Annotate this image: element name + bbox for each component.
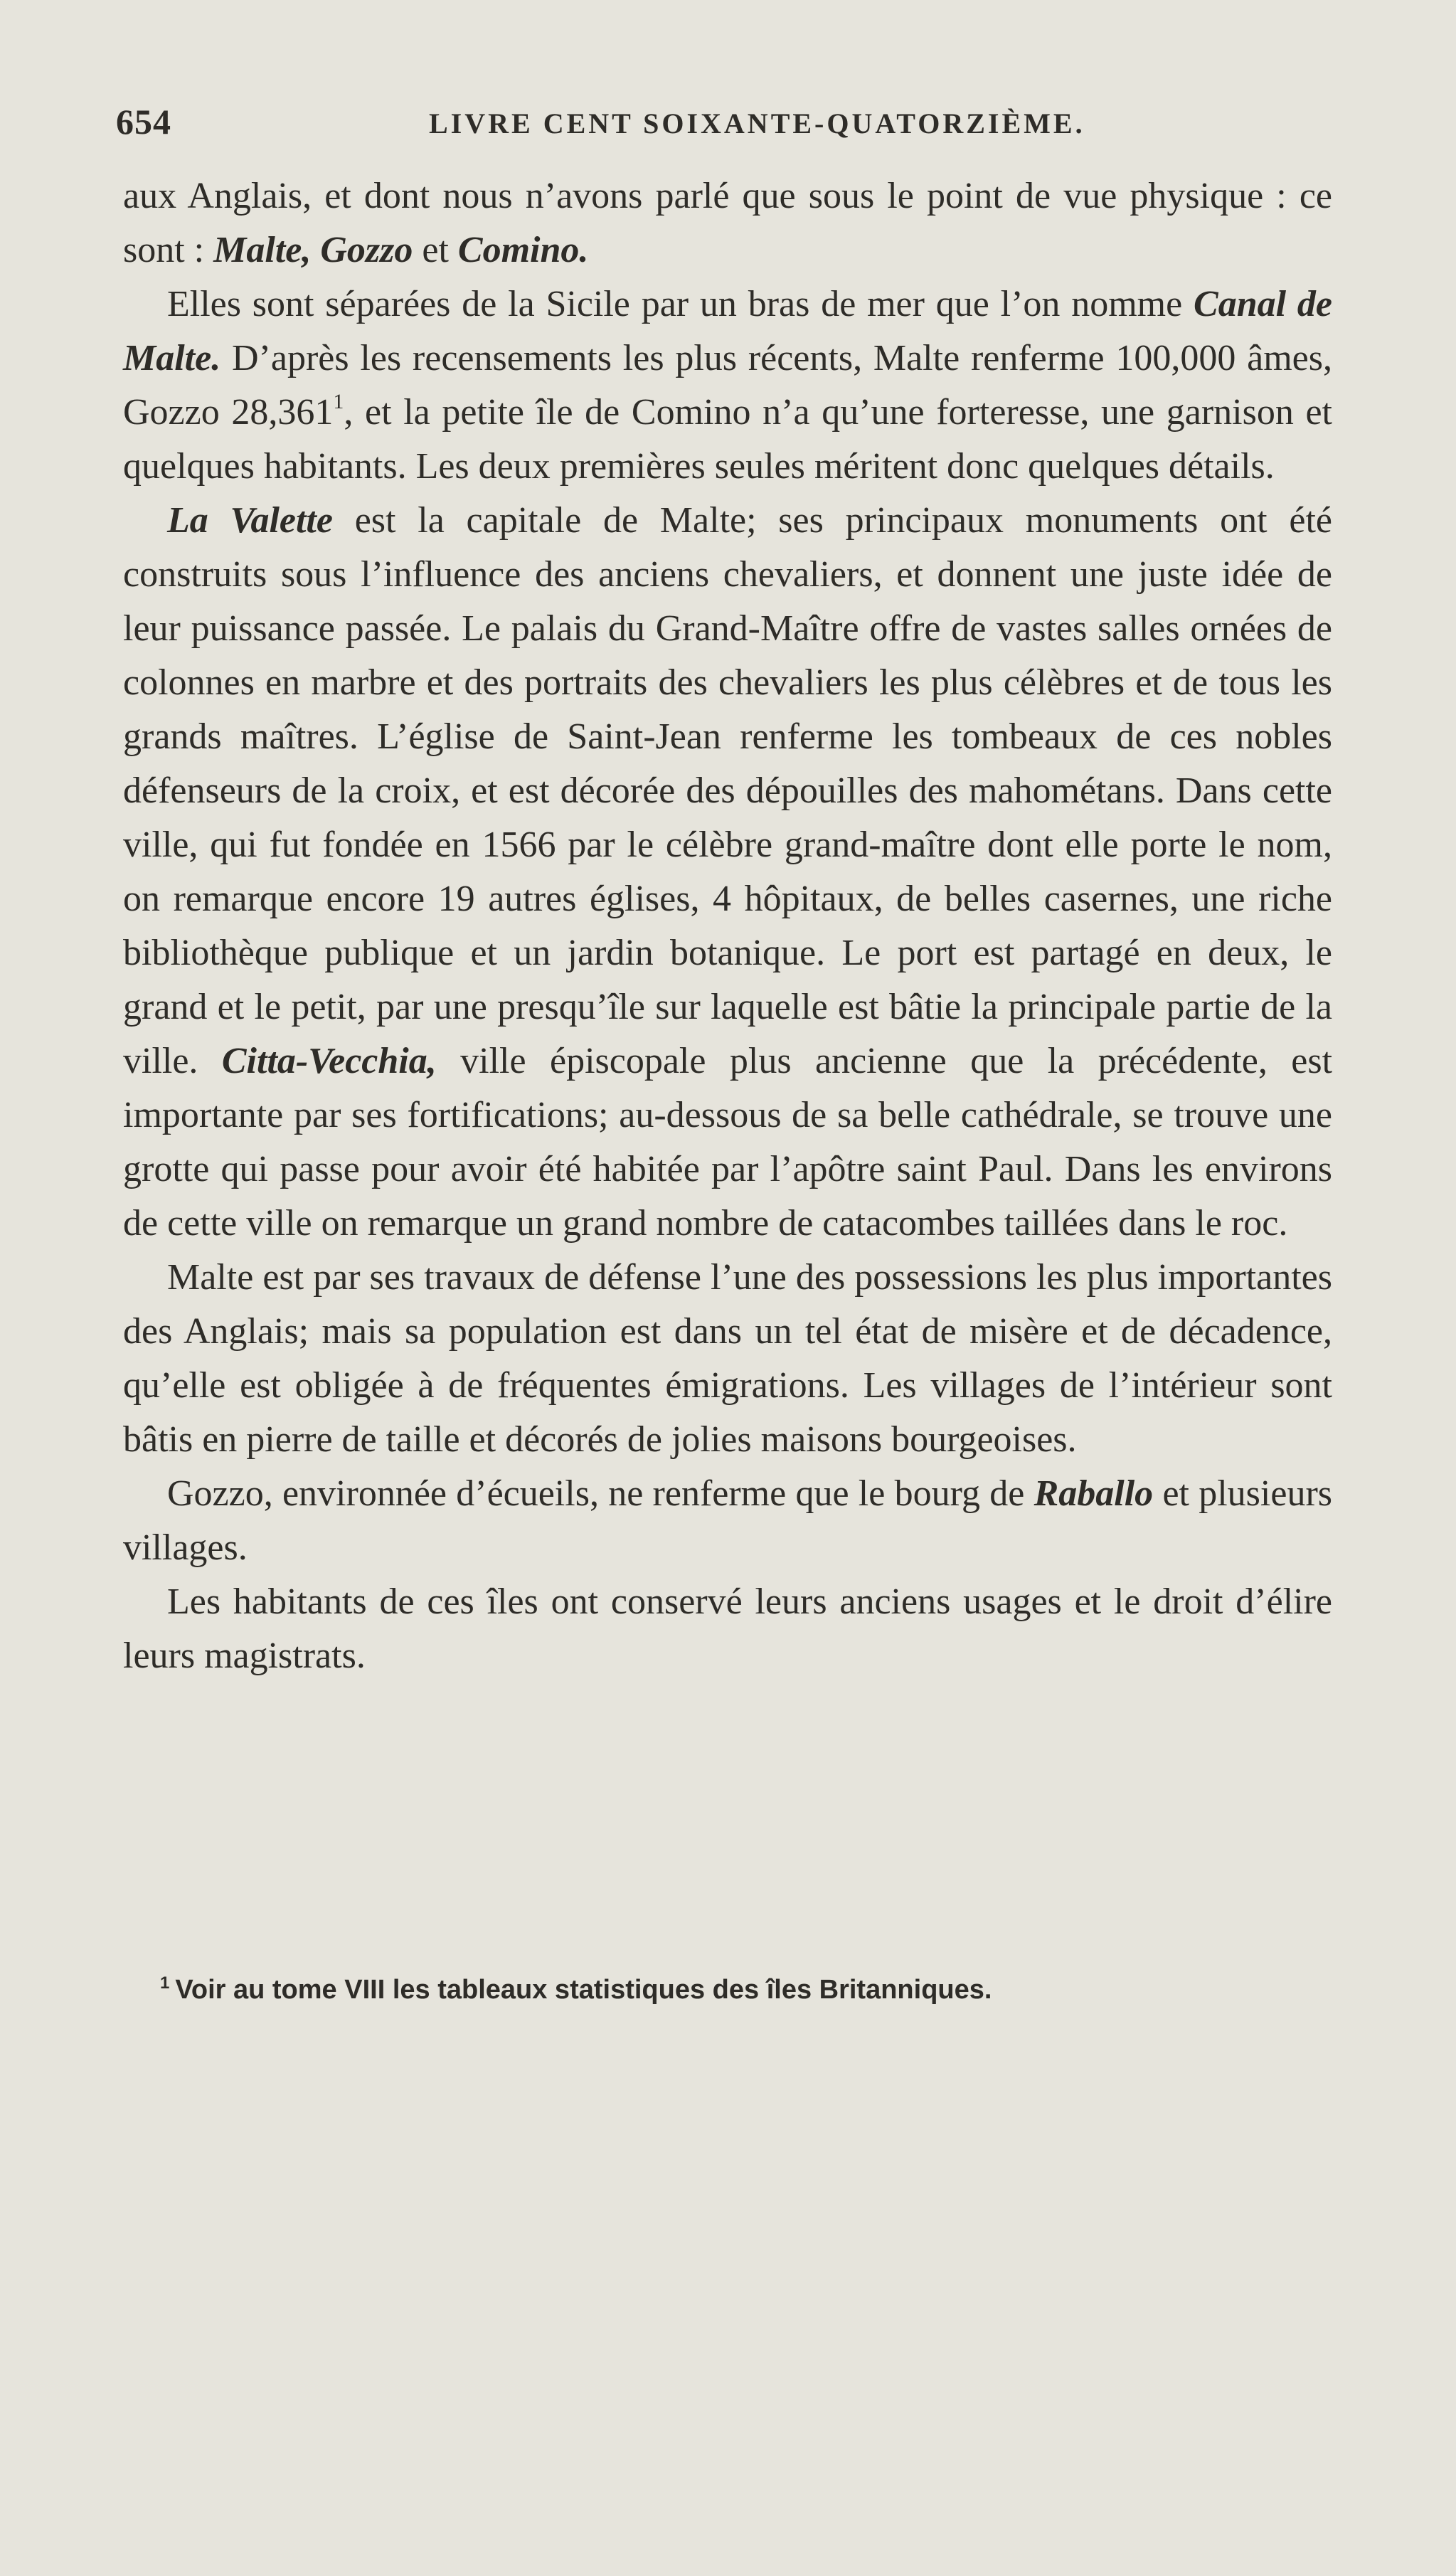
place-name: Comino. [457,230,589,270]
paragraph [123,277,1332,494]
text-segment: Elles sont séparées de la Sicile par un bras de mer que l’on nomme [167,284,1194,324]
footnote-marker: 1 [160,1973,170,1993]
running-title: LIVRE CENT SOIXANTE-QUATORZIÈME. [429,107,1085,139]
text-segment: aux Anglais, et dont nous n’avons parlé que sous le point de vue physique : ce sont : [123,176,1332,270]
footnote-text: Voir au tome VIII les tableaux statistiques des îles Britanniques. [175,1975,992,2005]
text-segment: et plusieurs villages. [123,1473,1332,1568]
page-header [116,101,1332,144]
place-name: Citta-Vecchia, [221,1041,437,1081]
footnote-reference: 1 [333,390,344,413]
text-segment: ville épiscopale plus ancienne que la précédente, est importante par ses fortifications; au-dessous de sa belle cathédrale, se trouve une grotte qui passe pour avoir été habitée par l’apôtre saint Paul. Dans les environs de cette ville on remarque un grand nombre de catacombes taillées dans le roc. [123,1041,1333,1244]
text-segment: Malte est par ses travaux de défense l’une des possessions les plus importantes des Anglais; mais sa population est dans un tel état de misère et de décadence, qu’elle est obligée à de fréquentes émigrations. Les villages de l’intérieur sont bâtis en pierre de taille et décorés de jolies maisons bourgeoises. [123,1257,1332,1460]
paragraph [123,1575,1332,1683]
text-segment: Gozzo, environnée d’écueils, ne renferme que le bourg de [167,1473,1034,1514]
paragraph [123,1251,1332,1467]
place-name: Canal de Malte. [123,284,1332,378]
paragraph [123,1467,1332,1575]
paragraph [123,169,1332,277]
text-segment: et [413,230,458,270]
text-segment: est la capitale de Malte; ses principaux monuments ont été construits sous l’influence des anciens chevaliers, et donnent une juste idée de leur puissance passée. Le palais du Grand-Maître offre de vastes salles ornées de colonnes en marbre et des portraits des chevaliers les plus célèbres et de tous les grands maîtres. L’église de Saint-Jean renferme les tombeaux de ces nobles défenseurs de la croix, et est décorée des dépouilles des mahométans. Dans cette ville, qui fut fondée en 1566 par le célèbre grand-maître dont elle porte le nom, on remarque encore 19 autres églises, 4 hôpitaux, de belles casernes, une riche bibliothèque publique et un jardin botanique. Le port est partagé en deux, le grand et le petit, par une presqu’île sur laquelle est bâtie la principale partie de la ville. [123,500,1332,1081]
text-segment: , et la petite île de Comino n’a qu’une forteresse, une garnison et quelques habitants. Les deux premières seules méritent donc quelques détails. [123,392,1333,487]
place-name: La Valette [167,500,333,541]
text-segment: D’après les recensements les plus récents, Malte renferme 100,000 âmes, Gozzo 28,361 [123,338,1332,433]
text-segment: Les habitants de ces îles ont conservé leurs anciens usages et le droit d’élire leurs magistrats. [123,1581,1332,1676]
paragraph [123,494,1332,1251]
place-name: Malte, Gozzo [213,230,413,270]
body-text [123,169,1332,1683]
place-name: Raballo [1033,1473,1154,1514]
footnote [160,1972,1327,2008]
page-number: 654 [116,102,171,142]
